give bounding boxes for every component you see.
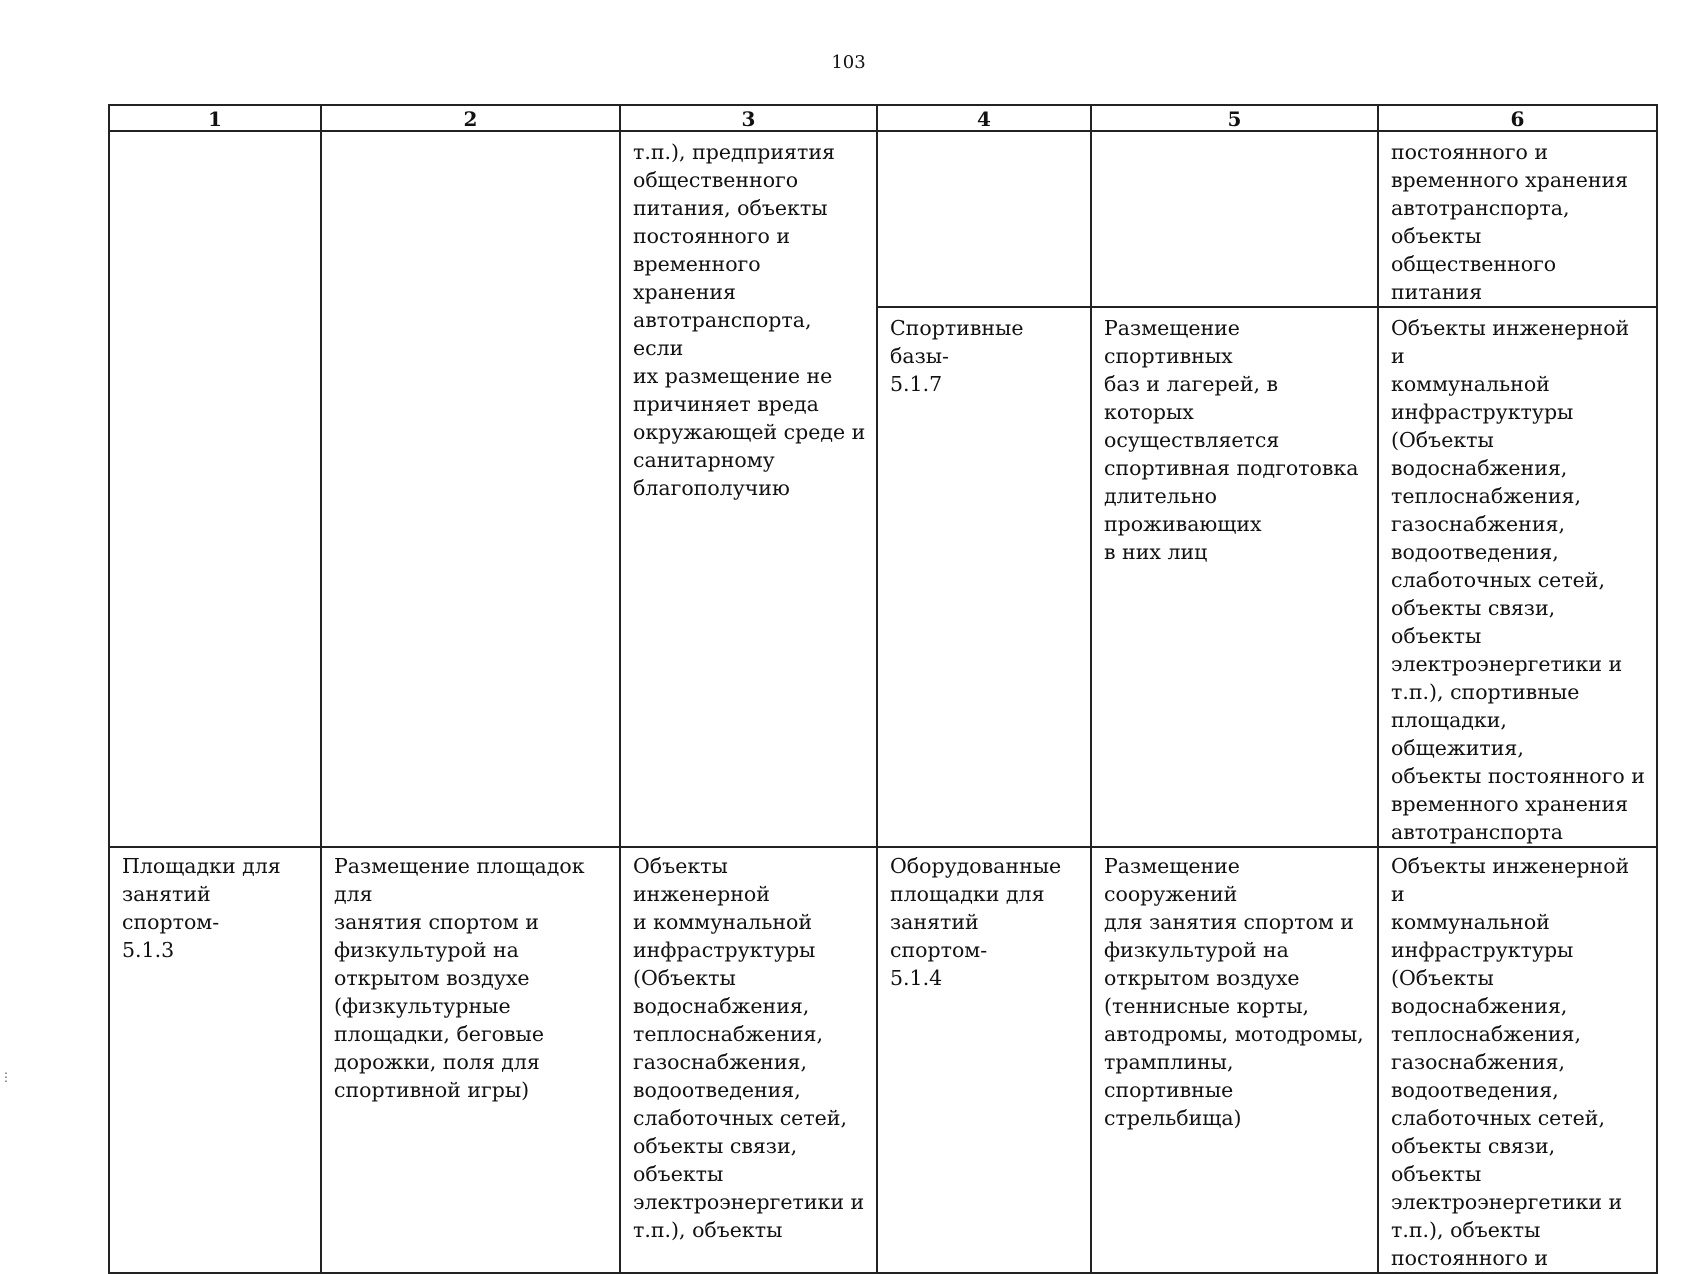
column-header-3: 3 [620,105,877,131]
column-header-5: 5 [1091,105,1378,131]
table-cell [1091,131,1378,307]
table-cell: Объекты инженерной и коммунальной инфраструктуры (Объекты водоснабжения, теплоснабжения, газоснабжения, водоотведения, слаботочных сетей, объекты связи, объекты электроэнергетики и т.п.), объекты постоянного и [1378,847,1657,1273]
table-cell: Объекты инженерной и коммунальной инфраструктуры (Объекты водоснабжения, теплоснабжения, газоснабжения, водоотведения, слаботочных сетей, объекты связи, объекты электроэнергетики и т.п.), спортивные площадки, общежития, объекты постоянного и временного хранения автотранспорта [1378,307,1657,847]
table-cell: Спортивные базы- 5.1.7 [877,307,1091,847]
scan-margin-mark: ⋮ [0,1070,12,1084]
land-use-table [108,104,1658,1274]
column-header-2: 2 [321,105,620,131]
table-row [109,131,1657,307]
table-cell: Размещение площадок для занятия спортом и физкультурой на открытом воздухе (физкультурные площадки, беговые дорожки, поля для спортивной игры) [321,847,620,1273]
table-cell [109,131,321,847]
table-cell: Площадки для занятий спортом- 5.1.3 [109,847,321,1273]
table-cell: Размещение спортивных баз и лагерей, в которых осуществляется спортивная подготовка длительно проживающих в них лиц [1091,307,1378,847]
table-row [109,847,1657,1273]
column-header-4: 4 [877,105,1091,131]
column-header-6: 6 [1378,105,1657,131]
table-cell: Размещение сооружений для занятия спортом и физкультурой на открытом воздухе (теннисные корты, автодромы, мотодромы, трамплины, спортивные стрельбища) [1091,847,1378,1273]
table-cell: Оборудованные площадки для занятий спортом- 5.1.4 [877,847,1091,1273]
table-cell [321,131,620,847]
page-number: 103 [831,52,866,73]
table-cell [877,131,1091,307]
table-cell: постоянного и временного хранения автотранспорта, объекты общественного питания [1378,131,1657,307]
table-cell: т.п.), предприятия общественного питания, объекты постоянного и временного хранения автотранспорта, если их размещение не причиняет вреда окружающей среде и санитарному благополучию [620,131,877,847]
table-cell: Объекты инженерной и коммунальной инфраструктуры (Объекты водоснабжения, теплоснабжения, газоснабжения, водоотведения, слаботочных сетей, объекты связи, объекты электроэнергетики и т.п.), объекты [620,847,877,1273]
table-header-row [109,105,1657,131]
column-header-1: 1 [109,105,321,131]
